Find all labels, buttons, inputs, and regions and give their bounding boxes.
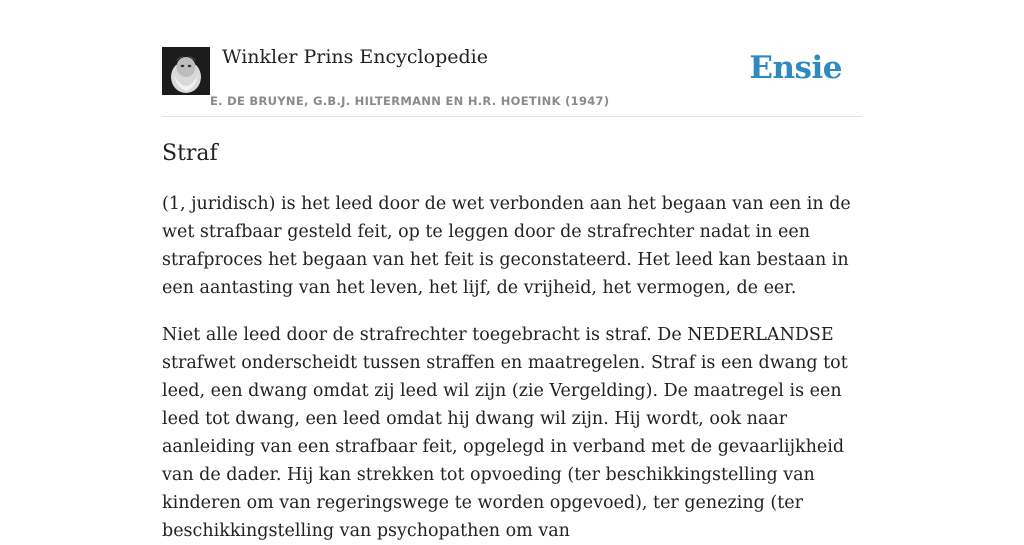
publication-title: Winkler Prins Encyclopedie xyxy=(222,46,488,68)
avatar xyxy=(162,47,210,95)
brand-logo-link[interactable]: Ensie xyxy=(749,50,842,86)
publication-authors: E. DE BRUYNE, G.B.J. HILTERMANN EN H.R. HOETINK (1947) xyxy=(210,94,610,108)
author-portrait-icon xyxy=(162,47,210,95)
site-header xyxy=(162,40,862,117)
article-title: Straf xyxy=(162,141,218,166)
article xyxy=(162,138,866,545)
article-paragraph: Niet alle leed door de strafrechter toegebracht is straf. De NEDERLANDSE strafwet onderscheidt tussen straffen en maatregelen. Straf is een dwang tot leed, een dwang omdat zij leed wil zijn (zie Vergelding). De maatregel is een leed tot dwang, een leed omdat hij dwang wil zijn. Hij wordt, ook naar aanleiding van een strafbaar feit, opgelegd in verband met de gevaarlijkheid van de dader. Hij kan strekken tot opvoeding (ter beschikkingstelling van kinderen om van regeringswege te worden opgevoed), ter genezing (ter beschikkingstelling van psychopathen om van xyxy=(162,325,848,541)
article-paragraph: (1, juridisch) is het leed door de wet verbonden aan het begaan van een in de wet strafbaar gesteld feit, op te leggen door de strafrechter nadat in een strafproces het begaan van het feit is geconstateerd. Het leed kan bestaan in een aantasting van het leven, het lijf, de vrijheid, het vermogen, de eer. xyxy=(162,194,851,298)
